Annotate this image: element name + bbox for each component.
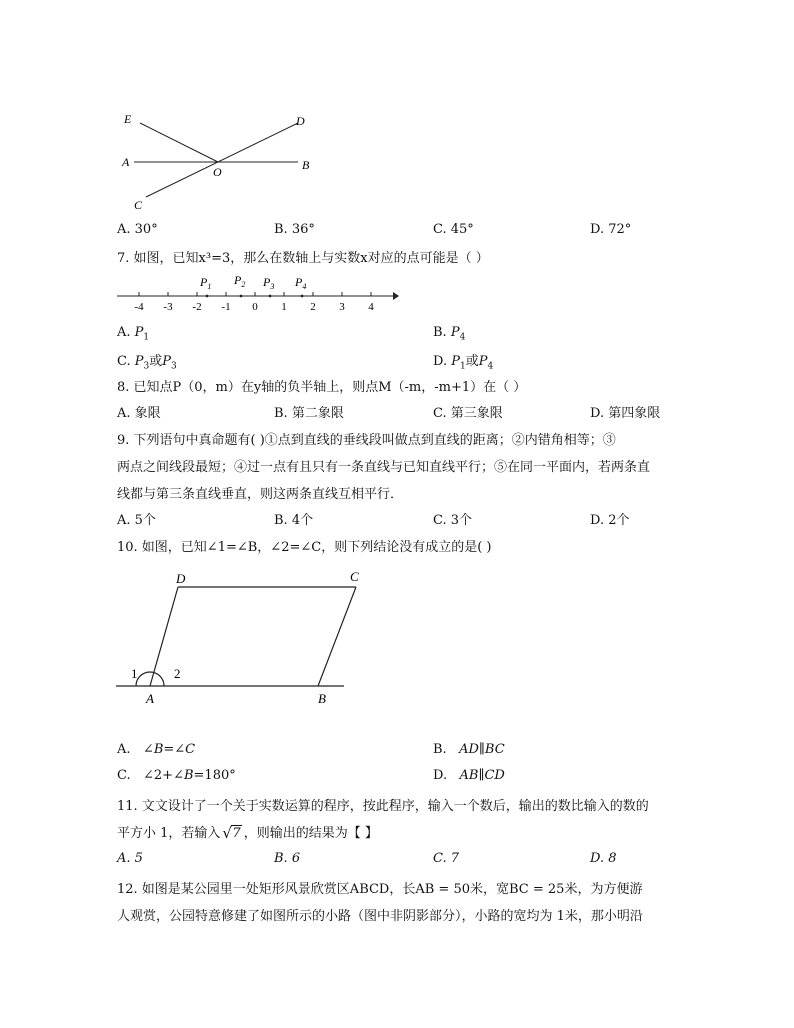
dot-p1 — [206, 295, 209, 298]
q7-option-c: C. $P_3$或$P_3$ — [117, 354, 177, 372]
label-angle-1: 1 — [131, 666, 138, 681]
label-c: C — [350, 569, 359, 584]
tick-label: 4 — [368, 301, 374, 313]
tick-label: 2 — [310, 301, 316, 313]
q6-option-c: C. 45° — [433, 222, 474, 237]
tick-label: 1 — [281, 301, 287, 313]
q11-line-1: 11. 文文设计了一个关于实数运算的程序，按此程序，输入一个数后，输出的数比输入的数的 — [117, 799, 649, 814]
label-c: C — [134, 198, 143, 212]
q11-option-d: D. 8 — [590, 851, 617, 866]
label-d: D — [296, 114, 305, 128]
q10-option-d: D. AB∥CD — [433, 768, 505, 783]
sqrt-arg: 7 — [232, 826, 241, 841]
q9-option-c: C. 3个 — [433, 513, 473, 528]
sqrt-icon: √ — [222, 824, 232, 842]
label-o: O — [213, 165, 222, 179]
sqrt-expression — [222, 826, 241, 841]
label-d: D — [176, 571, 186, 586]
q8-option-c: C. 第三象限 — [433, 406, 503, 421]
tick-label: -1 — [221, 301, 231, 313]
point-p1: $P_1$ — [200, 275, 212, 291]
q9-line-1: 9. 下列语句中真命题有( )①点到直线的垂线段叫做点到直线的距离；②内错角相等；③ — [117, 433, 616, 448]
q6-option-b: B. 36° — [274, 222, 315, 237]
label-a: A — [146, 691, 154, 706]
tick-label: -2 — [192, 301, 202, 313]
tick-label: 3 — [339, 301, 345, 313]
tick-label: -3 — [163, 301, 173, 313]
point-p3: $P_3$ — [263, 275, 275, 291]
angle-figure — [110, 105, 330, 215]
line-cb — [318, 587, 356, 686]
q12-line-1: 12. 如图是某公园里一处矩形风景欣赏区ABCD，长AB = 50米，宽BC = 25米，为方便游 — [117, 882, 643, 897]
q11-option-b: B. 6 — [274, 851, 301, 866]
q9-option-d: D. 2个 — [590, 513, 630, 528]
q7-option-a: A. $P_1$ — [117, 325, 150, 343]
ray-oe — [140, 123, 218, 162]
tick-label: 0 — [252, 301, 258, 313]
q12-line-2: 人观赏，公园特意修建了如图所示的小路（图中非阴影部分），小路的宽均为 1米，那小明沿 — [117, 909, 643, 924]
q8-option-d: D. 第四象限 — [590, 406, 661, 421]
axis-arrow-icon — [393, 292, 399, 300]
q9-line-2: 两点之间线段最短；④过一点有且只有一条直线与已知直线平行；⑤在同一平面内，若两条直 — [117, 460, 651, 475]
q10-option-b: B. AD∥BC — [433, 742, 505, 757]
line-cd — [146, 123, 298, 197]
q10-option-c: C. ∠2+∠B=180° — [117, 768, 236, 783]
number-line — [115, 272, 400, 317]
q6-option-a: A. 30° — [117, 222, 158, 237]
q7-question: 7. 如图，已知x³=3，那么在数轴上与实数x对应的点可能是（ ） — [117, 251, 489, 266]
label-angle-2: 2 — [174, 666, 181, 681]
q10-question: 10. 如图，已知∠1=∠B，∠2=∠C，则下列结论没有成立的是( ) — [117, 540, 492, 555]
q9-option-b: B. 4个 — [274, 513, 314, 528]
label-b: B — [302, 158, 310, 172]
q9-line-3: 线都与第三条直线垂直，则这两条直线互相平行． — [117, 487, 404, 502]
dot-p4 — [301, 295, 304, 298]
q7-option-b: B. $P_4$ — [433, 325, 466, 343]
tick-label: -4 — [134, 301, 144, 313]
q11-option-a: A. 5 — [117, 851, 143, 866]
label-a: A — [122, 155, 130, 169]
q7-option-d: D. $P_1$或$P_4$ — [433, 354, 494, 372]
q11-line-2 — [117, 822, 378, 841]
dot-p3 — [269, 295, 272, 298]
q10-option-a: A. ∠B=∠C — [117, 742, 196, 757]
parallelogram-figure — [112, 565, 382, 715]
q11-line-2-pre: 平方小 1，若输入 — [117, 826, 221, 841]
q8-option-b: B. 第二象限 — [274, 406, 344, 421]
q11-option-c: C. 7 — [433, 851, 460, 866]
label-b: B — [318, 691, 326, 706]
dot-p2 — [240, 295, 243, 298]
point-p2: $P_2$ — [234, 273, 246, 289]
label-e: E — [124, 112, 132, 126]
q8-question: 8. 已知点P（0，m）在y轴的负半轴上，则点M（-m，-m+1）在（ ） — [117, 380, 527, 395]
q8-option-a: A. 象限 — [117, 406, 161, 421]
q9-option-a: A. 5个 — [117, 513, 156, 528]
q6-option-d: D. 72° — [590, 222, 632, 237]
q11-line-2-post: ，则输出的结果为【 】 — [243, 826, 378, 841]
point-p4: $P_4$ — [295, 275, 307, 291]
